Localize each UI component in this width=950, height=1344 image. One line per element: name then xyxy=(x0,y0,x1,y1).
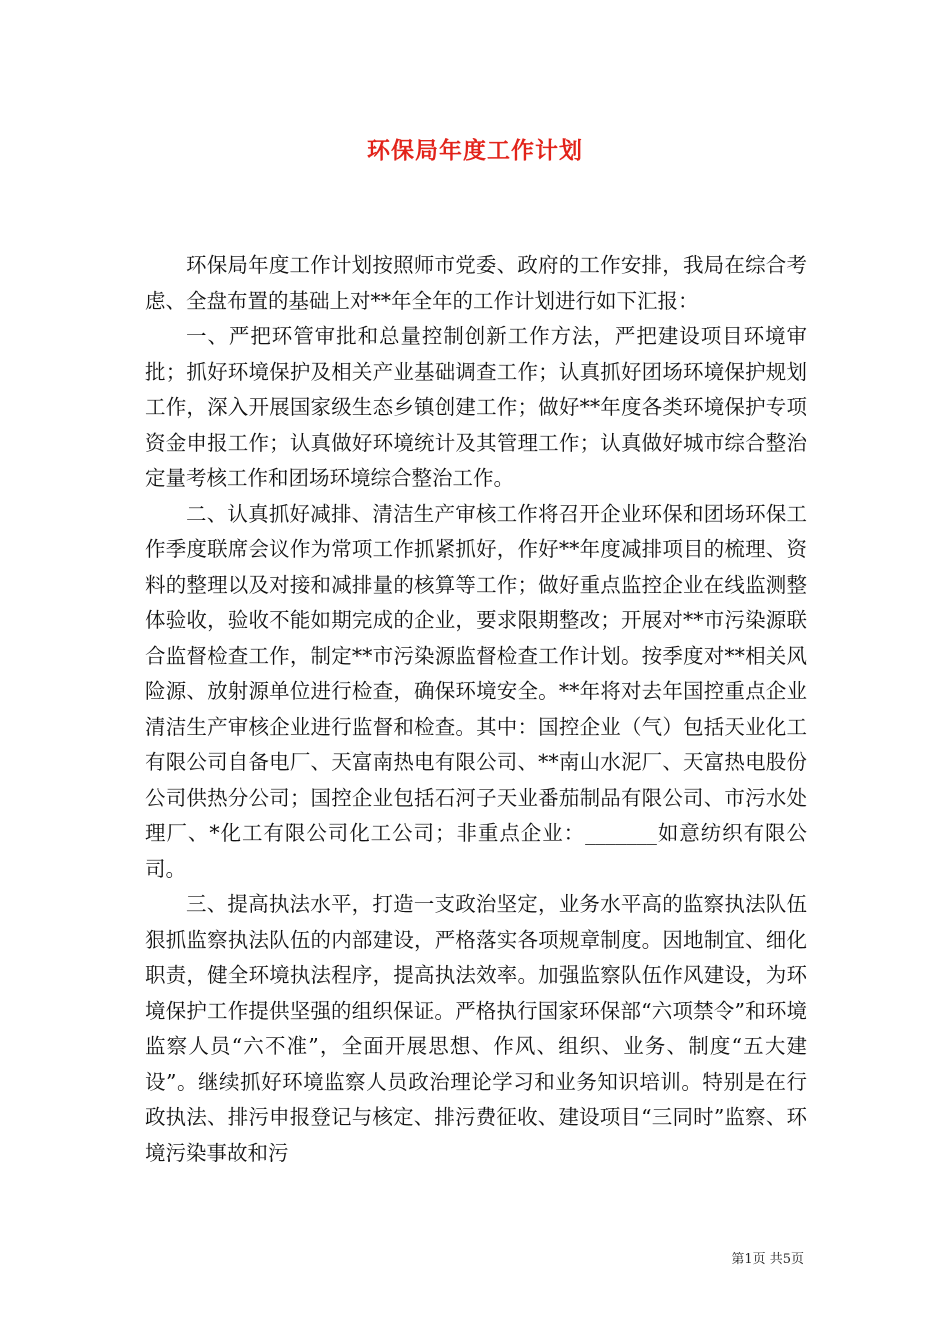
paragraph-section-3: 三、提高执法水平，打造一支政治坚定，业务水平高的监察执法队伍狠抓监察执法队伍的内部建设，严格落实各项规章制度。因地制宜、细化职责，健全环境执法程序，提高执法效率。加强监察队伍作风建设，为环境保护工作提供坚强的组织保证。严格执行国家环保部“六项禁令”和环境监察人员“六不准”，全面开展思想、作风、组织、业务、制度“五大建设”。继续抓好环境监察人员政治理论学习和业务知识培训。特别是在行政执法、排污申报登记与核定、排污费征收、建设项目“三同时”监察、环境污染事故和污 xyxy=(145,892,807,1165)
document-title: 环保局年度工作计划 xyxy=(367,137,583,164)
page-number: 第1页 共5页 xyxy=(731,1252,804,1267)
paragraph-section-2: 二、认真抓好减排、清洁生产审核工作将召开企业环保和团场环保工作季度联席会议作为常项工作抓紧抓好，作好**年度减排项目的梳理、资料的整理以及对接和减排量的核算等工作；做好重点监控企业在线监测整体验收，验收不能如期完成的企业，要求限期整改；开展对**市污染源联合监督检查工作，制定**市污染源监督检查工作计划。按季度对**相关风险源、放射源单位进行检查，确保环境安全。**年将对去年国控重点企业清洁生产审核企业进行监督和检查。其中：国控企业（气）包括天业化工有限公司自备电厂、天富南热电有限公司、**南山水泥厂、天富热电股份公司供热分公司；国控企业包括石河子天业番茄制品有限公司、市污水处理厂、*化工有限公司化工公司；非重点企业：_______如意纺织有限公司。 xyxy=(145,501,807,881)
document-body xyxy=(145,248,807,1171)
paragraph-intro: 环保局年度工作计划按照师市党委、政府的工作安排，我局在综合考虑、全盘布置的基础上对**年全年的工作计划进行如下汇报： xyxy=(145,253,807,313)
paragraph-section-1: 一、严把环管审批和总量控制创新工作方法，严把建设项目环境审批；抓好环境保护及相关产业基础调查工作；认真抓好团场环境保护规划工作，深入开展国家级生态乡镇创建工作；做好**年度各类环境保护专项资金申报工作；认真做好环境统计及其管理工作；认真做好城市综合整治定量考核工作和团场环境综合整治工作。 xyxy=(145,324,807,490)
